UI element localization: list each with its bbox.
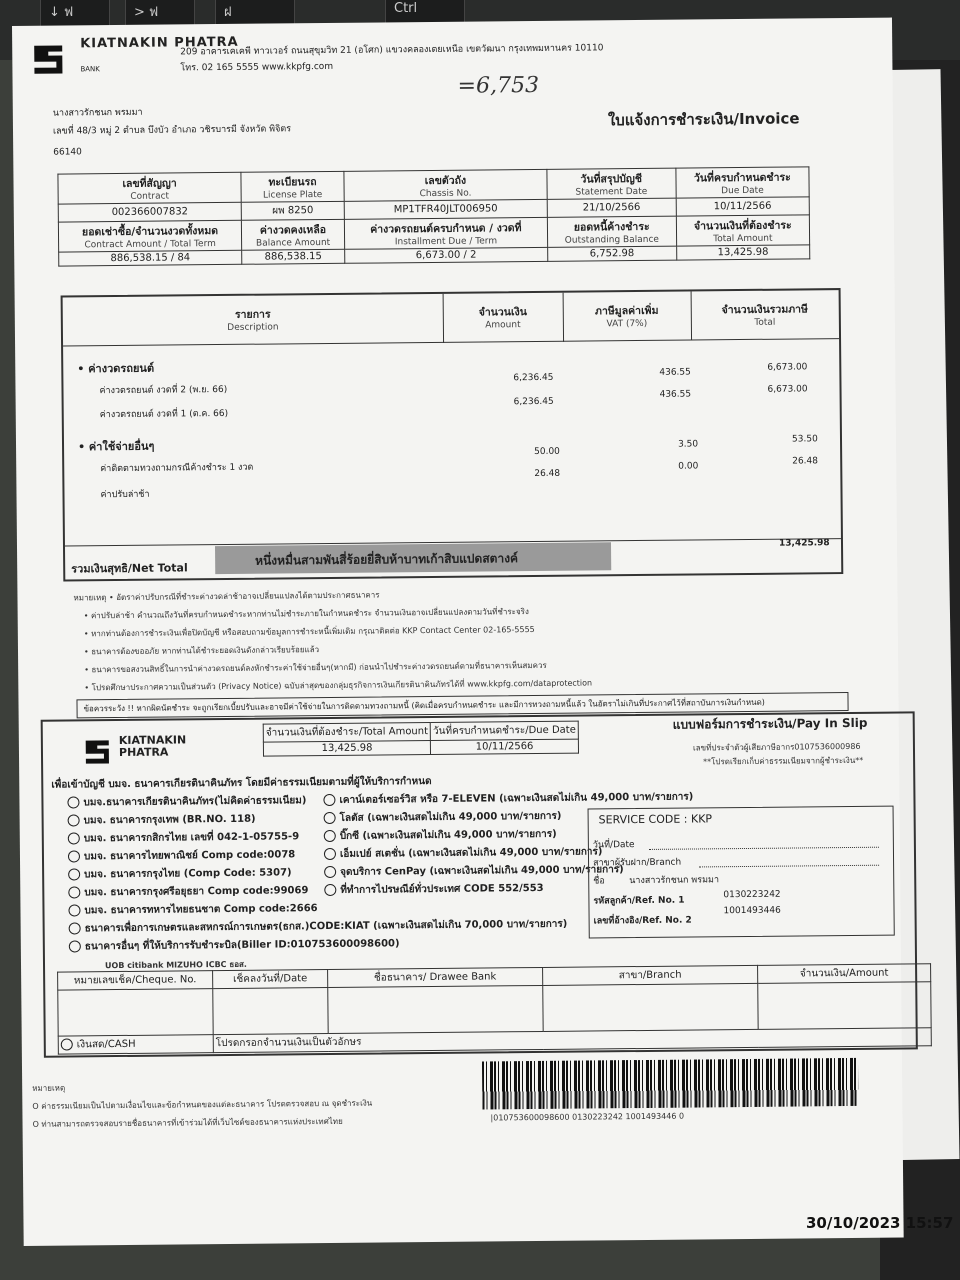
ref1-label: รหัสลูกค้า/Ref. No. 1: [593, 895, 685, 907]
radio-button[interactable]: [323, 794, 335, 806]
bank-option-bbl[interactable]: บมจ. ธนาคารกรุงเทพ (BR.NO. 118): [68, 812, 256, 829]
footer-note: O ค่าธรรมเนียมเป็นไปตามเงื่อนไขและข้อกำหนดของแต่ละธนาคาร โปรดตรวจสอบ ณ จุดชำระเงิน: [32, 1098, 373, 1111]
balance-header: ค่างวดคงเหลือ Balance Amount: [242, 219, 345, 250]
kkp-logo: [32, 41, 68, 79]
item-desc: ค่าติดตามทวงถามกรณีค้างชำระ 1 งวด: [100, 462, 254, 475]
net-total-value: 13,425.98: [778, 538, 830, 549]
bank-option-other[interactable]: ธนาคารอื่นๆ ที่ให้บริการรับชำระบิล(Biller ID:010753600098600): [69, 936, 400, 954]
keyboard-key: > ฟ: [125, 0, 195, 30]
ref2-label: เลขที่อ้างอิง/Ref. No. 2: [593, 915, 692, 927]
date-field[interactable]: [649, 847, 879, 850]
radio-button[interactable]: [68, 850, 80, 862]
remark: • ธนาคารขอสงวนสิทธิ์ในการนำค่างวดรถยนต์ลงหักชำระค่าใช้จ่ายอื่นๆ(หากมี) ก่อนนำไปชำระค่างวดรถยนต์ตามที่ธนาคารเห็นสมควร: [84, 660, 547, 675]
keyboard-key: ฝ: [215, 0, 295, 30]
bank-option-baac[interactable]: ธนาคารเพื่อการเกษตรและสหกรณ์การเกษตร(ธกส.)CODE:KIAT (เฉพาะเงินสดไม่เกิน 70,000 บาท/รายการ): [69, 917, 568, 937]
slip-bank-name: KIATNAKIN PHATRA: [118, 733, 187, 760]
license-value: ผพ 8250: [241, 201, 344, 220]
radio-button[interactable]: [68, 832, 80, 844]
item-vat: 0.00: [678, 461, 699, 472]
bank-option-lotus[interactable]: โลตัส (เฉพาะเงินสดไม่เกิน 49,000 บาท/รายการ): [324, 809, 562, 826]
footer-note: หมายเหตุ: [32, 1083, 66, 1093]
outstanding-value: 6,752.98: [548, 246, 677, 261]
customer-address: เลขที่ 48/3 หมู่ 2 ตำบล บึงบัว อำเภอ วชิรบารมี จังหวัด พิจิตร: [52, 124, 292, 137]
bank-address: 209 อาคารเคเคพี ทาวเวอร์ ถนนสุขุมวิท 21 (อโศก) แขวงคลองเตยเหนือ เขตวัฒนา กรุงเทพมหานคร 10110: [180, 43, 604, 58]
name-value: นางสาวรักชนก พรมมา: [629, 875, 720, 887]
radio-button[interactable]: [324, 866, 336, 878]
installment-value: 6,673.00 / 2: [345, 247, 548, 263]
license-header: ทะเบียนรถ License Plate: [241, 171, 344, 202]
cheque-no-cell[interactable]: [58, 989, 213, 1036]
account-line: เพื่อเข้าบัญชี บมจ. ธนาคารเกียรตินาคินภัทร โดยมีค่าธรรมเนียมตามที่ผู้ให้บริการกำหนด: [51, 776, 432, 791]
amount-cell[interactable]: [758, 982, 931, 1030]
keyboard-key: Ctrl: [385, 0, 465, 30]
date-label: วันที่/Date: [592, 840, 635, 851]
item-desc: ค่างวดรถยนต์ งวดที่ 1 (ต.ค. 66): [99, 408, 229, 421]
drawee-bank-cell[interactable]: [328, 985, 543, 1033]
tax-id: เลขที่ประจำตัวผู้เสียภาษีอากร0107536000986: [692, 741, 861, 753]
slip-amount-table: [263, 721, 579, 757]
service-code: SERVICE CODE : KKP: [598, 812, 713, 827]
radio-button[interactable]: [324, 848, 336, 860]
bank-option-ktb[interactable]: บมจ. ธนาคารกรุงไทย (Comp Code: 5307): [68, 865, 292, 882]
radio-button[interactable]: [68, 886, 80, 898]
cheque-table: [57, 963, 932, 1054]
remark: • ธนาคารต้องขออภัย หากท่านได้ชำระยอดเงินดังกล่าวเรียบร้อยแล้ว: [83, 645, 320, 657]
pay-in-slip: [41, 711, 918, 1057]
bank-option-cenpay[interactable]: จุดบริการ CenPay (เฉพาะเงินสดไม่เกิน 49,000 บาท/รายการ): [324, 862, 624, 880]
total-amount-value: 13,425.98: [676, 245, 809, 260]
bank-sub: BANK: [80, 65, 100, 74]
due-date-value: 10/11/2566: [676, 197, 810, 216]
photo-timestamp: 30/10/2023 15:57: [806, 1214, 954, 1232]
outstanding-header: ยอดหนี้ค้างชำระ Outstanding Balance: [547, 216, 676, 247]
radio-button[interactable]: [69, 940, 81, 952]
barcode: [482, 1058, 858, 1110]
amount-header: จำนวนเงิน/Amount: [758, 964, 931, 984]
invoice-page: [12, 18, 904, 1246]
bank-option-post[interactable]: ที่ทำการไปรษณีย์ทั่วประเทศ CODE 552/553: [324, 881, 543, 898]
slip-due-value: 10/11/2566: [431, 739, 579, 754]
due-date-header: วันที่ครบกำหนดชำระ Due Date: [676, 167, 810, 198]
drawee-bank-header: ชื่อธนาคาร/ Drawee Bank: [328, 967, 543, 987]
radio-button[interactable]: [69, 922, 81, 934]
item-amount: 6,236.45: [513, 372, 554, 384]
item-total: 26.48: [792, 456, 819, 467]
contract-amount-header: ยอดเช่าซื้อ/จำนวนงวดทั้งหมด Contract Amount / Total Term: [58, 220, 241, 252]
cash-option[interactable]: เงินสด/CASH: [58, 1035, 213, 1054]
bank-option-ttb[interactable]: บมจ. ธนาคารทหารไทยธนชาต Comp code:2666: [68, 901, 317, 918]
radio-button[interactable]: [324, 812, 336, 824]
bank-option-bigc[interactable]: บิ๊กซี (เฉพาะเงินสดไม่เกิน 49,000 บาท/รายการ): [324, 827, 557, 844]
vat-header: ภาษีมูลค่าเพิ่ม VAT (7%): [563, 291, 692, 341]
bank-name: KIATNAKIN PHATRA: [80, 34, 239, 52]
slip-due-label: วันที่ครบกำหนดชำระ/Due Date: [430, 721, 578, 740]
slip-total-label: จำนวนเงินที่ต้องชำระ/Total Amount: [263, 723, 430, 743]
footer-note: O ท่านสามารถตรวจสอบรายชื่อธนาคารที่เข้าร่วมได้ที่เว็บไซต์ของธนาคารแห่งประเทศไทย: [32, 1116, 343, 1129]
barcode-text: |010753600098600 0130223242 1001493446 0: [490, 1111, 685, 1123]
service-box: [588, 806, 895, 939]
info-table: [57, 166, 810, 266]
total-header: จำนวนเงินรวมภาษี Total: [691, 290, 839, 340]
item-vat: 3.50: [678, 439, 699, 450]
items-table: [61, 288, 844, 581]
bank-logos: UOB citibank MIZUHO ICBC ธอส.: [104, 959, 247, 971]
bank-option-kkp[interactable]: บมจ.ธนาคารเกียรตินาคินภัทร(ไม่คิดค่าธรรมเนียม): [67, 793, 306, 810]
statement-date-header: วันที่สรุปบัญชี Statement Date: [547, 168, 676, 199]
branch-field[interactable]: [699, 865, 879, 868]
contract-amount-value: 886,538.15 / 84: [59, 250, 242, 266]
installment-header: ค่างวดรถยนต์ครบกำหนด / งวดที่ Installment Due / Term: [344, 217, 547, 249]
group-title: • ค่าใช้จ่ายอื่นๆ: [77, 439, 155, 454]
item-amount: 6,236.45: [513, 396, 554, 408]
balance-value: 886,538.15: [242, 249, 345, 264]
slip-title: แบบฟอร์มการชำระเงิน/Pay In Slip: [672, 715, 868, 732]
item-desc: ค่างวดรถยนต์ งวดที่ 2 (พ.ย. 66): [99, 384, 228, 397]
item-vat: 436.55: [659, 367, 691, 378]
doc-title: ใบแจ้งการชำระเงิน/Invoice: [607, 109, 800, 130]
item-amount: 26.48: [534, 468, 561, 480]
total-amount-header: จำนวนเงินที่ต้องชำระ Total Amount: [676, 215, 810, 246]
radio-button[interactable]: [67, 796, 79, 808]
bank-option-bay[interactable]: บมจ. ธนาคารกรุงศรีอยุธยา Comp code:99069: [68, 883, 308, 900]
bank-contact: โทร. 02 165 5555 www.kkpfg.com: [180, 61, 334, 74]
bank-option-scb[interactable]: บมจ. ธนาคารไทยพาณิชย์ Comp code:0078: [68, 847, 295, 864]
ref1-value: 0130223242: [723, 889, 781, 901]
bank-option-7eleven[interactable]: เคาน์เตอร์เซอร์วิส หรือ 7-ELEVEN (เฉพาะเงินสดไม่เกิน 49,000 บาท/รายการ): [323, 789, 693, 808]
amount-header: จำนวนเงิน Amount: [443, 293, 564, 343]
radio-button[interactable]: [68, 814, 80, 826]
chassis-header: เลขตัวถัง Chassis No.: [344, 169, 547, 201]
statement-date-value: 21/10/2566: [547, 198, 676, 217]
item-total: 6,673.00: [767, 384, 808, 395]
customer-name: นางสาวรักชนก พรมมา: [52, 107, 143, 119]
radio-button[interactable]: [68, 904, 80, 916]
group-title: • ค่างวดรถยนต์: [77, 361, 155, 376]
ref2-value: 1001493446: [723, 905, 781, 917]
warning-box: ข้อควรระวัง !! หากผิดนัดชำระ จะถูกเรียกเบี้ยปรับและอาจมีค่าใช้จ่ายในการติดตามทวงถามหนี้ (คิดเมื่อครบกำหนดชำระ และมีการทวงถามหนี้แล้ว ในอัตราไม่เกินที่ประกาศไว้ที่สถาบันการเงินกำหนด): [76, 692, 848, 718]
net-total-label: รวมเงินสุทธิ/Net Total: [71, 561, 188, 576]
remark: • หากท่านต้องการชำระเงินเพื่อปิดบัญชี หรือสอบถามข้อมูลการชำระหนี้เพิ่มเติม กรุณาติดต่อ KKP Contact Center 02-165-5555: [83, 625, 535, 639]
item-total: 6,673.00: [767, 362, 808, 373]
cheque-date-header: เช็คลงวันที่/Date: [213, 970, 328, 989]
radio-button[interactable]: [68, 868, 80, 880]
remark: • ค่าปรับล่าช้า คำนวณถึงวันที่ครบกำหนดชำระหากท่านไม่ชำระภายในกำหนดชำระ จำนวนเงินอาจเปลี่ยนแปลงตามวันที่ชำระจริง: [83, 607, 529, 621]
net-total-words: หนึ่งหมื่นสามพันสี่ร้อยยี่สิบห้าบาทเก้าสิบแปดสตางค์: [255, 551, 519, 568]
name-label: ชื่อ: [593, 876, 605, 887]
slip-total-value: 13,425.98: [263, 741, 430, 757]
contract-header: เลขที่สัญญา Contract: [58, 172, 241, 204]
radio-button[interactable]: [324, 830, 336, 842]
cheque-date-cell[interactable]: [213, 988, 328, 1035]
item-vat: 436.55: [659, 389, 692, 400]
radio-button[interactable]: [324, 884, 336, 896]
branch-label: สาขาผู้รับฝาก/Branch: [593, 857, 682, 869]
branch-cell[interactable]: [543, 983, 758, 1031]
item-amount: 50.00: [534, 446, 560, 458]
item-desc: ค่าปรับล่าช้า: [100, 489, 150, 501]
contract-value: 002366007832: [58, 202, 241, 222]
handwritten-note: =6,753: [457, 72, 540, 99]
customer-postcode: 66140: [53, 147, 82, 158]
radio-button[interactable]: [61, 1038, 73, 1050]
chassis-value: MP1TFR40JLT006950: [344, 199, 547, 219]
remark: • โปรดศึกษาประกาศความเป็นส่วนตัว (Privacy Notice) ฉบับล่าสุดของกลุ่มธุรกิจการเงินเกียรตินาคินภัทรได้ที่ www.kkpfg.com/dataprotection: [84, 678, 593, 693]
slip-logo: [83, 737, 115, 769]
keyboard-key: ↓ ฟ: [40, 0, 110, 30]
branch-header: สาขา/Branch: [543, 965, 758, 985]
amount-words-field[interactable]: โปรดกรอกจำนวนเงินเป็นตัวอักษร: [213, 1028, 931, 1053]
item-total: 53.50: [791, 434, 818, 445]
bank-option-kbank[interactable]: บมจ. ธนาคารกสิกรไทย เลขที่ 042-1-05755-9: [68, 829, 299, 846]
desc-header: รายการ Description: [63, 294, 444, 347]
remark: หมายเหตุ • อัตราค่าปรับกรณีที่ชำระค่างวดล่าช้าอาจเปลี่ยนแปลงได้ตามประกาศธนาคาร: [73, 590, 380, 603]
bank-option-mpay[interactable]: เอ็มเปย์ สเตชั่น (เฉพาะเงินสดไม่เกิน 49,000 บาท/รายการ): [324, 844, 603, 862]
fee-note: **โปรดเรียกเก็บค่าธรรมเนียมจากผู้ชำระเงิน**: [703, 755, 864, 767]
cheque-no-header: หมายเลขเช็ค/Cheque. No.: [58, 971, 213, 990]
